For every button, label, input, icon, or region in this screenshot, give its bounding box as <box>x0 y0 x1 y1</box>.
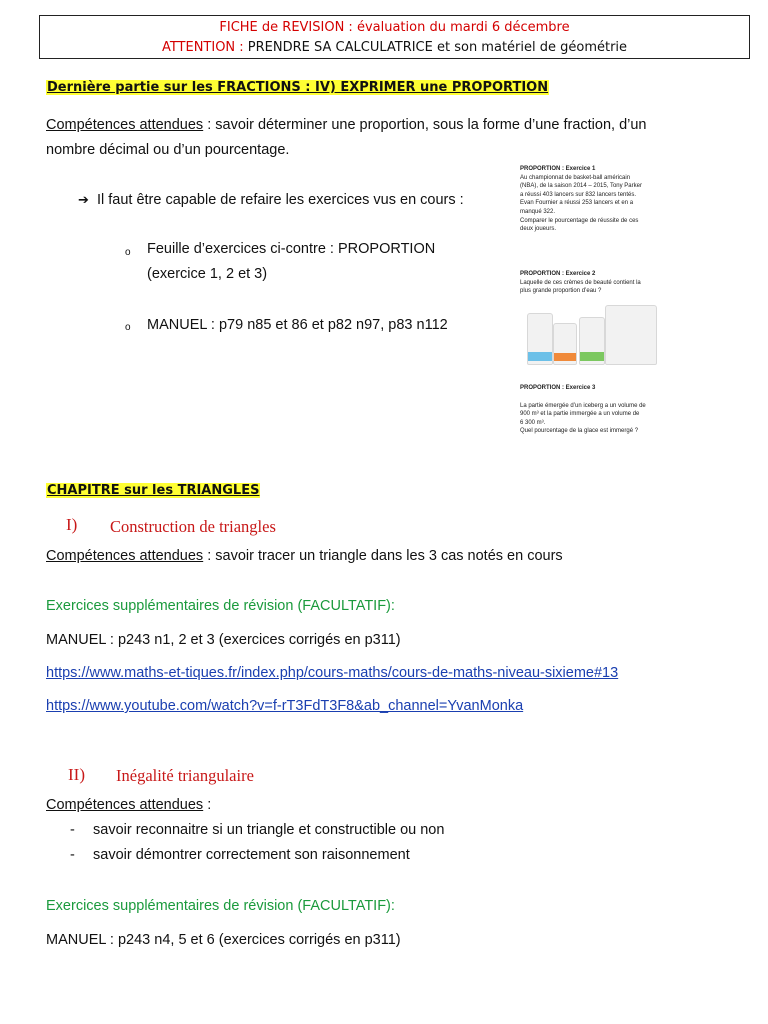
circle-bullet-icon: o <box>125 247 131 258</box>
ex3-title: PROPORTION : Exercice 3 <box>520 385 596 391</box>
s2-competences <box>46 793 211 818</box>
competences-line-1 <box>46 113 726 138</box>
ex3-line: Quel pourcentage de la glace est immergé ? <box>520 428 639 435</box>
cream-bottle <box>553 323 577 365</box>
ex1-line: deux joueurs. <box>520 226 557 233</box>
section-1-number: I) <box>66 515 78 534</box>
header-title: FICHE de REVISION : évaluation du mardi 6 décembre <box>219 20 570 35</box>
section-1-title: Construction de triangles <box>110 517 276 536</box>
bullet-manuel: MANUEL : p79 n85 et 86 et p82 n97, p83 n112 <box>147 317 448 333</box>
ex1-title: PROPORTION : Exercice 1 <box>520 166 596 172</box>
ex2-line: Laquelle de ces crèmes de beauté contient la <box>520 279 641 286</box>
s2-item-1: savoir reconnaitre si un triangle et constructible ou non <box>93 822 445 838</box>
header-box <box>39 15 750 59</box>
bullet-feuille-line1: Feuille d’exercices ci-contre : PROPORTION <box>147 241 436 257</box>
s2-manuel: MANUEL : p243 n4, 5 et 6 (exercices corrigés en p311) <box>46 932 401 948</box>
cream-bottles-image <box>523 307 653 365</box>
ex1-line: Comparer le pourcentage de réussite de ces <box>520 217 639 224</box>
arrow-icon: ➔ <box>78 192 89 207</box>
ex1-block <box>520 165 642 234</box>
ex1-line: Evan Fournier a réussi 253 lancers et en a <box>520 200 634 207</box>
attention-label: ATTENTION : <box>161 40 244 55</box>
header-attention <box>40 38 749 58</box>
arrow-text: Il faut être capable de refaire les exercices vus en cours : <box>96 192 464 208</box>
triangles-title: CHAPITRE sur les TRIANGLES <box>47 483 260 498</box>
arrow-item <box>78 187 464 213</box>
bullet-feuille <box>147 237 435 287</box>
ex3-block <box>520 384 646 436</box>
s2-competences-text: : <box>203 797 212 813</box>
attention-text: PRENDRE SA CALCULATRICE et son matériel de géométrie <box>243 40 628 55</box>
s1-competences-text: : savoir tracer un triangle dans les 3 cas notés en cours <box>203 548 563 564</box>
ex2-title: PROPORTION : Exercice 2 <box>520 271 596 277</box>
s1-competences-label: Compétences attendues <box>46 548 204 564</box>
cream-bottle <box>605 305 657 365</box>
fractions-title: Dernière partie sur les FRACTIONS : IV) EXPRIMER une PROPORTION <box>47 80 549 95</box>
competences-line-2: nombre décimal ou d’un pourcentage. <box>46 142 290 158</box>
s1-competences <box>46 544 563 569</box>
section-2-title: Inégalité triangulaire <box>116 766 254 785</box>
circle-bullet-icon: o <box>125 322 131 333</box>
triangles-heading <box>46 481 260 499</box>
ex1-line: manqué 322. <box>520 208 556 215</box>
fractions-competences <box>46 113 726 163</box>
exercise-sheet-thumbnail <box>520 165 658 450</box>
dash-bullet-icon: - <box>70 847 75 863</box>
s1-manuel: MANUEL : p243 n1, 2 et 3 (exercices corrigés en p311) <box>46 632 401 648</box>
cream-bottle <box>527 313 553 365</box>
ex1-line: Au championnat de basket-ball américain <box>520 174 631 181</box>
fractions-heading <box>46 78 549 96</box>
s2-competences-label: Compétences attendues <box>46 797 204 813</box>
ex3-line: 900 m³ et la partie immergée a un volume de <box>520 411 640 418</box>
ex2-block <box>520 270 641 296</box>
bullet-feuille-line2: (exercice 1, 2 et 3) <box>147 266 268 282</box>
youtube-link[interactable]: https://www.youtube.com/watch?v=f-rT3FdT3F8&ab_channel=YvanMonka <box>46 698 524 714</box>
dash-bullet-icon: - <box>70 822 75 838</box>
competences-label: Compétences attendues <box>46 117 204 133</box>
s1-extra-label: Exercices supplémentaires de révision (FACULTATIF): <box>46 598 395 614</box>
ex3-line: La partie émergée d’un iceberg a un volume de <box>520 402 646 409</box>
s2-extra-label: Exercices supplémentaires de révision (FACULTATIF): <box>46 898 395 914</box>
s2-item-2: savoir démontrer correctement son raisonnement <box>93 847 410 863</box>
competences-text: : savoir déterminer une proportion, sous la forme d’une fraction, d’un <box>203 117 647 133</box>
ex1-line: (NBA), de la saison 2014 – 2015, Tony Parker <box>520 183 642 190</box>
maths-et-tiques-link[interactable]: https://www.maths-et-tiques.fr/index.php/cours-maths/cours-de-maths-niveau-sixieme#13 <box>46 665 619 681</box>
ex3-line: 6 300 m³. <box>520 419 546 426</box>
ex1-line: a réussi 403 lancers sur 832 lancers tentés. <box>520 191 637 198</box>
cream-bottle <box>579 317 605 365</box>
section-2-number: II) <box>68 765 85 784</box>
ex2-line: plus grande proportion d’eau ? <box>520 288 602 295</box>
